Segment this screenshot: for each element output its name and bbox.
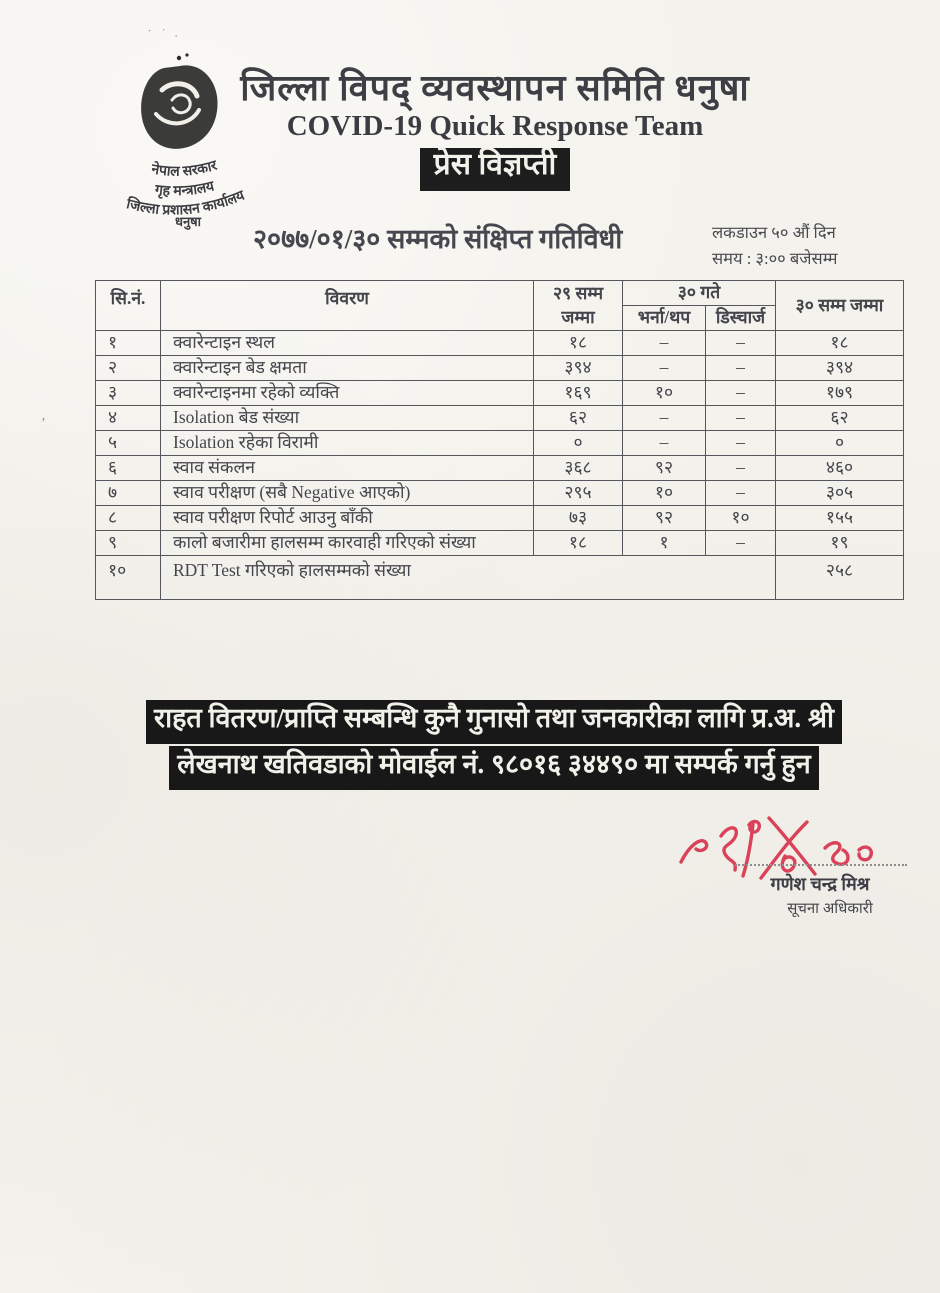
team-title: COVID-19 Quick Response Team: [286, 110, 704, 142]
cell-upto29: ६२: [534, 406, 623, 431]
cell-discharged: –: [706, 431, 776, 456]
contact-notice: [95, 700, 893, 792]
cell-description: क्वारेन्टाइन स्थल: [161, 331, 534, 356]
header-discharged: डिस्चार्ज: [706, 306, 776, 331]
stamp-line-dhanusha: धनुषा: [174, 214, 202, 229]
table-body: [96, 331, 904, 600]
table-row: [96, 556, 904, 600]
cell-sn: ८: [96, 506, 161, 531]
cell-upto30: १९: [776, 531, 904, 556]
table-row: [96, 531, 904, 556]
cell-description: स्वाव परीक्षण रिपोर्ट आउनु बाँकी: [161, 506, 534, 531]
signatory-role: सूचना अधिकारी: [787, 901, 873, 917]
cell-sn: १: [96, 331, 161, 356]
cell-upto30: ३०५: [776, 481, 904, 506]
cell-upto29: ०: [534, 431, 623, 456]
cell-upto30: १७९: [776, 381, 904, 406]
table-header: [96, 281, 904, 331]
cell-description: स्वाव परीक्षण (सबै Negative आएको): [161, 481, 534, 506]
stamp-line-nepal-sarkar: नेपाल सरकार: [150, 158, 219, 180]
cell-discharged: –: [706, 356, 776, 381]
cell-discharged: –: [706, 381, 776, 406]
table-row: [96, 381, 904, 406]
lockdown-day-line: लकडाउन ५० औं दिन: [712, 223, 836, 242]
cell-sn: ४: [96, 406, 161, 431]
press-release-heading: प्रेस विज्ञप्ती: [420, 148, 571, 191]
cell-description: Isolation रहेका विरामी: [161, 431, 534, 456]
cell-sn: ३: [96, 381, 161, 406]
cell-upto29: २९५: [534, 481, 623, 506]
stamp-line-home-ministry: गृह मन्त्रालय: [154, 179, 216, 200]
stamp-line-district-admin-office: जिल्ला प्रशासन कार्यालय: [124, 188, 247, 219]
covid-summary-table: [95, 280, 904, 600]
header-total-upto-29: [534, 281, 623, 331]
table-header-row-1: [96, 281, 904, 306]
cell-description: कालो बजारीमा हालसम्म कारवाही गरिएको संख्या: [161, 531, 534, 556]
cell-upto29: १८: [534, 531, 623, 556]
cell-upto30: २५८: [776, 556, 904, 600]
cell-added: ९२: [623, 506, 706, 531]
table-row: [96, 356, 904, 381]
header-total-upto-29-line1: २९ सम्म: [552, 283, 604, 303]
cell-discharged: –: [706, 331, 776, 356]
cell-added: –: [623, 431, 706, 456]
signatory-name: गणेश चन्द्र मिश्र: [770, 874, 870, 894]
cell-description: Isolation बेड संख्या: [161, 406, 534, 431]
cell-discharged: –: [706, 406, 776, 431]
cell-upto29: १६९: [534, 381, 623, 406]
lockdown-time-note: [712, 220, 838, 273]
organization-title: जिल्ला विपद् व्यवस्थापन समिति धनुषा: [240, 68, 750, 108]
cell-upto30: ३९४: [776, 356, 904, 381]
header-description: विवरण: [161, 281, 534, 331]
cell-added: –: [623, 406, 706, 431]
cell-added: १०: [623, 481, 706, 506]
cell-upto29: ३९४: [534, 356, 623, 381]
scan-speck: · ˙ ·: [145, 22, 183, 45]
cell-sn: ६: [96, 456, 161, 481]
cell-sn: २: [96, 356, 161, 381]
cell-discharged: १०: [706, 506, 776, 531]
cell-sn: ९: [96, 531, 161, 556]
scan-speck: ’: [41, 416, 46, 431]
signature-block: [655, 808, 925, 938]
cell-upto30: १५५: [776, 506, 904, 531]
header-admitted-added: भर्ना/थप: [623, 306, 706, 331]
cell-sn: ५: [96, 431, 161, 456]
cell-description: स्वाव संकलन: [161, 456, 534, 481]
cell-upto30: ४६०: [776, 456, 904, 481]
cell-added: १०: [623, 381, 706, 406]
cell-added: –: [623, 356, 706, 381]
table-row: [96, 431, 904, 456]
signature-dotted-line: [735, 864, 907, 866]
contact-notice-line2: लेखनाथ खतिवडाको मोवाईल नं. ९८०१६ ३४४९० मा सम्पर्क गर्नु हुन: [169, 746, 818, 790]
cell-upto29: ३६८: [534, 456, 623, 481]
table-row: [96, 456, 904, 481]
press-release-heading-wrap: [170, 148, 820, 191]
table-row: [96, 481, 904, 506]
table-row: [96, 506, 904, 531]
header-total-upto-29-line2: जम्मा: [561, 306, 595, 327]
cell-description: क्वारेन्टाइन बेड क्षमता: [161, 356, 534, 381]
cell-upto29: ७३: [534, 506, 623, 531]
cell-upto30: १८: [776, 331, 904, 356]
header-date-30: ३० गते: [623, 281, 776, 306]
header-sn: सि.नं.: [96, 281, 161, 331]
cell-discharged: –: [706, 531, 776, 556]
cell-sn: ७: [96, 481, 161, 506]
cell-sn: १०: [96, 556, 161, 600]
cell-added: ९२: [623, 456, 706, 481]
cell-description: क्वारेन्टाइनमा रहेको व्यक्ति: [161, 381, 534, 406]
cell-description: RDT Test गरिएको हालसम्मको संख्या: [161, 556, 776, 600]
cell-upto30: ६२: [776, 406, 904, 431]
header-total-upto-30: ३० सम्म जम्मा: [776, 281, 904, 331]
cell-upto29: १८: [534, 331, 623, 356]
time-line: समय : ३:०० बजेसम्म: [712, 249, 838, 269]
contact-notice-line1: राहत वितरण/प्राप्ति सम्बन्धि कुनै गुनासो तथा जनकारीका लागि प्र.अ. श्री: [146, 700, 842, 744]
cell-upto30: ०: [776, 431, 904, 456]
cell-added: –: [623, 331, 706, 356]
table-row: [96, 406, 904, 431]
cell-added: १: [623, 531, 706, 556]
summary-title: २०७७/०१/३० सम्मको संक्षिप्त गतिविधी: [253, 224, 623, 254]
table-row: [96, 331, 904, 356]
cell-discharged: –: [706, 456, 776, 481]
cell-discharged: –: [706, 481, 776, 506]
